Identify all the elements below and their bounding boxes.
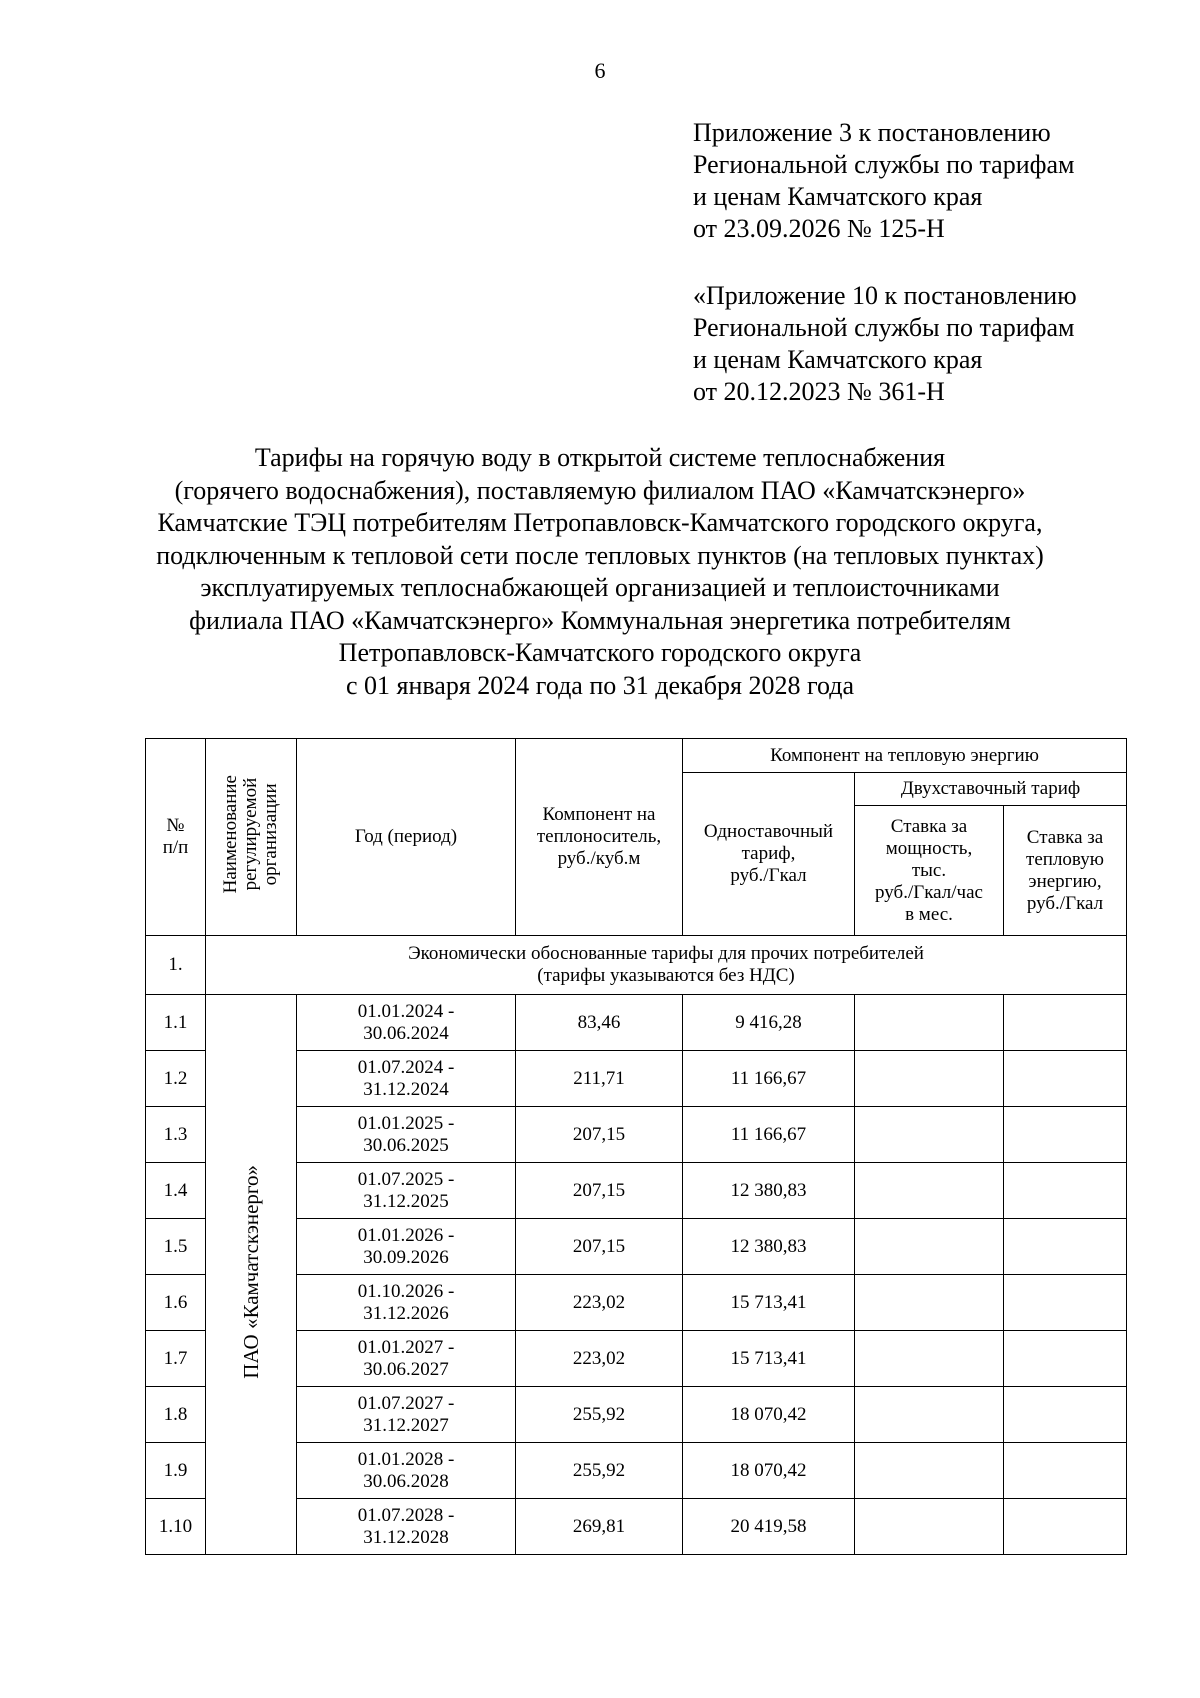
row-energy-rate xyxy=(1004,995,1127,1051)
row-carrier: 83,46 xyxy=(516,995,683,1051)
title-line: Камчатские ТЭЦ потребителям Петропавловск-Камчатского городского округа, xyxy=(157,508,1043,537)
header-energy-line: тепловую xyxy=(1026,848,1104,870)
row-energy-rate xyxy=(1004,1387,1127,1443)
annex-original-line: Региональной службы по тарифам xyxy=(693,313,1075,342)
period-end: 30.09.2026 xyxy=(363,1246,449,1268)
header-two-part-tariff: Двухставочный тариф xyxy=(855,773,1127,806)
annex-current-line: и ценам Камчатского края xyxy=(693,182,983,211)
organization-name: ПАО «Камчатскэнерго» xyxy=(239,1164,263,1379)
row-capacity-rate xyxy=(855,1275,1004,1331)
period-start: 01.01.2025 - xyxy=(357,1112,455,1134)
row-num: 1.1 xyxy=(146,995,206,1051)
period-start: 01.07.2027 - xyxy=(357,1392,455,1414)
row-capacity-rate xyxy=(855,1051,1004,1107)
table-row xyxy=(146,995,1127,1051)
row-period xyxy=(297,1051,516,1107)
header-capacity-line: руб./Гкал/час xyxy=(875,881,983,903)
row-single-rate: 12 380,83 xyxy=(683,1219,855,1275)
period-start: 01.07.2025 - xyxy=(357,1168,455,1190)
row-energy-rate xyxy=(1004,1107,1127,1163)
annex-original-line: «Приложение 10 к постановлению xyxy=(693,281,1077,310)
period-end: 30.06.2024 xyxy=(363,1022,449,1044)
annex-current-line: Региональной службы по тарифам xyxy=(693,150,1075,179)
annex-current-line: от 23.09.2026 № 125-Н xyxy=(693,214,945,243)
header-single-rate-line: руб./Гкал xyxy=(730,865,807,886)
row-energy-rate xyxy=(1004,1051,1127,1107)
organization-cell xyxy=(206,995,297,1555)
page-number: 6 xyxy=(594,58,606,83)
row-period xyxy=(297,1163,516,1219)
row-single-rate: 12 380,83 xyxy=(683,1163,855,1219)
row-carrier: 223,02 xyxy=(516,1275,683,1331)
title-line: с 01 января 2024 года по 31 декабря 2028 года xyxy=(345,670,855,700)
row-num: 1.9 xyxy=(146,1443,206,1499)
row-num: 1.4 xyxy=(146,1163,206,1219)
row-num: 1.6 xyxy=(146,1275,206,1331)
period-end: 31.12.2025 xyxy=(363,1190,449,1212)
header-single-rate xyxy=(683,773,855,936)
annex-current-line: Приложение 3 к постановлению xyxy=(693,118,1051,147)
header-capacity-line: тыс. xyxy=(911,859,947,881)
row-carrier: 223,02 xyxy=(516,1331,683,1387)
header-capacity-rate xyxy=(855,806,1004,936)
header-capacity-line: мощность, xyxy=(885,837,973,859)
row-capacity-rate xyxy=(855,995,1004,1051)
section-title xyxy=(206,936,1127,995)
title-line: подключенным к тепловой сети после тепловых пунктов (на тепловых пунктах) xyxy=(156,540,1044,570)
annex-original-header xyxy=(693,280,1077,408)
period-start: 01.01.2027 - xyxy=(357,1336,455,1358)
header-capacity-line: Ставка за xyxy=(890,815,968,837)
header-capacity-line: в мес. xyxy=(905,903,953,925)
row-single-rate: 11 166,67 xyxy=(683,1051,855,1107)
row-capacity-rate xyxy=(855,1499,1004,1555)
row-single-rate: 15 713,41 xyxy=(683,1331,855,1387)
header-energy-rate xyxy=(1004,806,1127,936)
row-single-rate: 11 166,67 xyxy=(683,1107,855,1163)
row-carrier: 269,81 xyxy=(516,1499,683,1555)
header-num-line: № xyxy=(166,815,185,836)
section-title-line: (тарифы указываются без НДС) xyxy=(537,965,795,986)
row-period xyxy=(297,1219,516,1275)
period-end: 31.12.2026 xyxy=(363,1302,449,1324)
row-capacity-rate xyxy=(855,1331,1004,1387)
header-organization-text xyxy=(221,775,281,893)
row-carrier: 207,15 xyxy=(516,1107,683,1163)
row-carrier: 255,92 xyxy=(516,1443,683,1499)
header-carrier-component xyxy=(516,739,683,936)
row-capacity-rate xyxy=(855,1163,1004,1219)
header-energy-line: Ставка за xyxy=(1026,826,1104,848)
document-title xyxy=(0,442,1200,702)
section-num: 1. xyxy=(146,936,206,995)
title-line: эксплуатируемых теплоснабжающей организацией и теплоисточниками xyxy=(200,573,1000,602)
period-start: 01.01.2026 - xyxy=(357,1224,455,1246)
title-line: Тарифы на горячую воду в открытой системе теплоснабжения xyxy=(254,443,946,472)
row-num: 1.5 xyxy=(146,1219,206,1275)
row-single-rate: 18 070,42 xyxy=(683,1443,855,1499)
period-start: 01.01.2024 - xyxy=(357,1000,455,1022)
row-energy-rate xyxy=(1004,1275,1127,1331)
row-period xyxy=(297,1499,516,1555)
header-carrier-line: Компонент на xyxy=(542,804,656,825)
header-num-line: п/п xyxy=(162,837,189,858)
annex-original-line: и ценам Камчатского края xyxy=(693,345,983,374)
header-organization xyxy=(206,739,297,936)
header-single-rate-line: Одноставочный xyxy=(703,821,834,842)
header-period: Год (период) xyxy=(297,739,516,936)
tariff-table xyxy=(145,738,1127,1555)
header-heat-component: Компонент на тепловую энергию xyxy=(683,739,1127,773)
title-line: Петропавловск-Камчатского городского округа xyxy=(338,638,862,667)
row-single-rate: 9 416,28 xyxy=(683,995,855,1051)
period-start: 01.01.2028 - xyxy=(357,1448,455,1470)
header-organization-line: организации xyxy=(260,783,281,886)
row-capacity-rate xyxy=(855,1107,1004,1163)
row-single-rate: 18 070,42 xyxy=(683,1387,855,1443)
period-end: 31.12.2028 xyxy=(363,1526,449,1548)
row-carrier: 255,92 xyxy=(516,1387,683,1443)
row-period xyxy=(297,1331,516,1387)
row-energy-rate xyxy=(1004,1443,1127,1499)
header-carrier-line: руб./куб.м xyxy=(557,848,641,869)
period-end: 30.06.2025 xyxy=(363,1134,449,1156)
period-end: 31.12.2024 xyxy=(363,1078,449,1100)
period-end: 31.12.2027 xyxy=(363,1414,449,1436)
period-end: 30.06.2028 xyxy=(363,1470,449,1492)
row-capacity-rate xyxy=(855,1387,1004,1443)
row-capacity-rate xyxy=(855,1219,1004,1275)
header-carrier-line: теплоноситель, xyxy=(536,826,662,847)
row-period xyxy=(297,1443,516,1499)
row-period xyxy=(297,995,516,1051)
annex-current-header xyxy=(693,117,1074,245)
row-num: 1.3 xyxy=(146,1107,206,1163)
row-carrier: 207,15 xyxy=(516,1163,683,1219)
row-num: 1.10 xyxy=(146,1499,206,1555)
title-line: филиала ПАО «Камчатскэнерго» Коммунальная энергетика потребителям xyxy=(189,605,1011,635)
period-start: 01.07.2028 - xyxy=(357,1504,455,1526)
header-organization-line: регулируемой xyxy=(240,777,261,891)
row-num: 1.8 xyxy=(146,1387,206,1443)
row-single-rate: 20 419,58 xyxy=(683,1499,855,1555)
header-single-rate-line: тариф, xyxy=(741,843,796,864)
period-start: 01.10.2026 - xyxy=(357,1280,455,1302)
period-start: 01.07.2024 - xyxy=(357,1056,455,1078)
header-energy-line: энергию, xyxy=(1028,870,1102,892)
row-carrier: 207,15 xyxy=(516,1219,683,1275)
row-num: 1.7 xyxy=(146,1331,206,1387)
row-energy-rate xyxy=(1004,1331,1127,1387)
row-period xyxy=(297,1107,516,1163)
row-energy-rate xyxy=(1004,1163,1127,1219)
row-single-rate: 15 713,41 xyxy=(683,1275,855,1331)
row-energy-rate xyxy=(1004,1499,1127,1555)
row-period xyxy=(297,1387,516,1443)
row-energy-rate xyxy=(1004,1219,1127,1275)
row-num: 1.2 xyxy=(146,1051,206,1107)
title-line: (горячего водоснабжения), поставляемую филиалом ПАО «Камчатскэнерго» xyxy=(174,475,1026,505)
section-row xyxy=(146,936,1127,995)
header-organization-line: Наименование xyxy=(220,774,241,894)
section-title-line: Экономически обоснованные тарифы для прочих потребителей xyxy=(408,943,924,964)
row-period xyxy=(297,1275,516,1331)
annex-original-line: от 20.12.2023 № 361-Н xyxy=(693,377,945,406)
row-capacity-rate xyxy=(855,1443,1004,1499)
header-energy-line: руб./Гкал xyxy=(1026,892,1104,914)
period-end: 30.06.2027 xyxy=(363,1358,449,1380)
header-num xyxy=(146,739,206,936)
row-carrier: 211,71 xyxy=(516,1051,683,1107)
